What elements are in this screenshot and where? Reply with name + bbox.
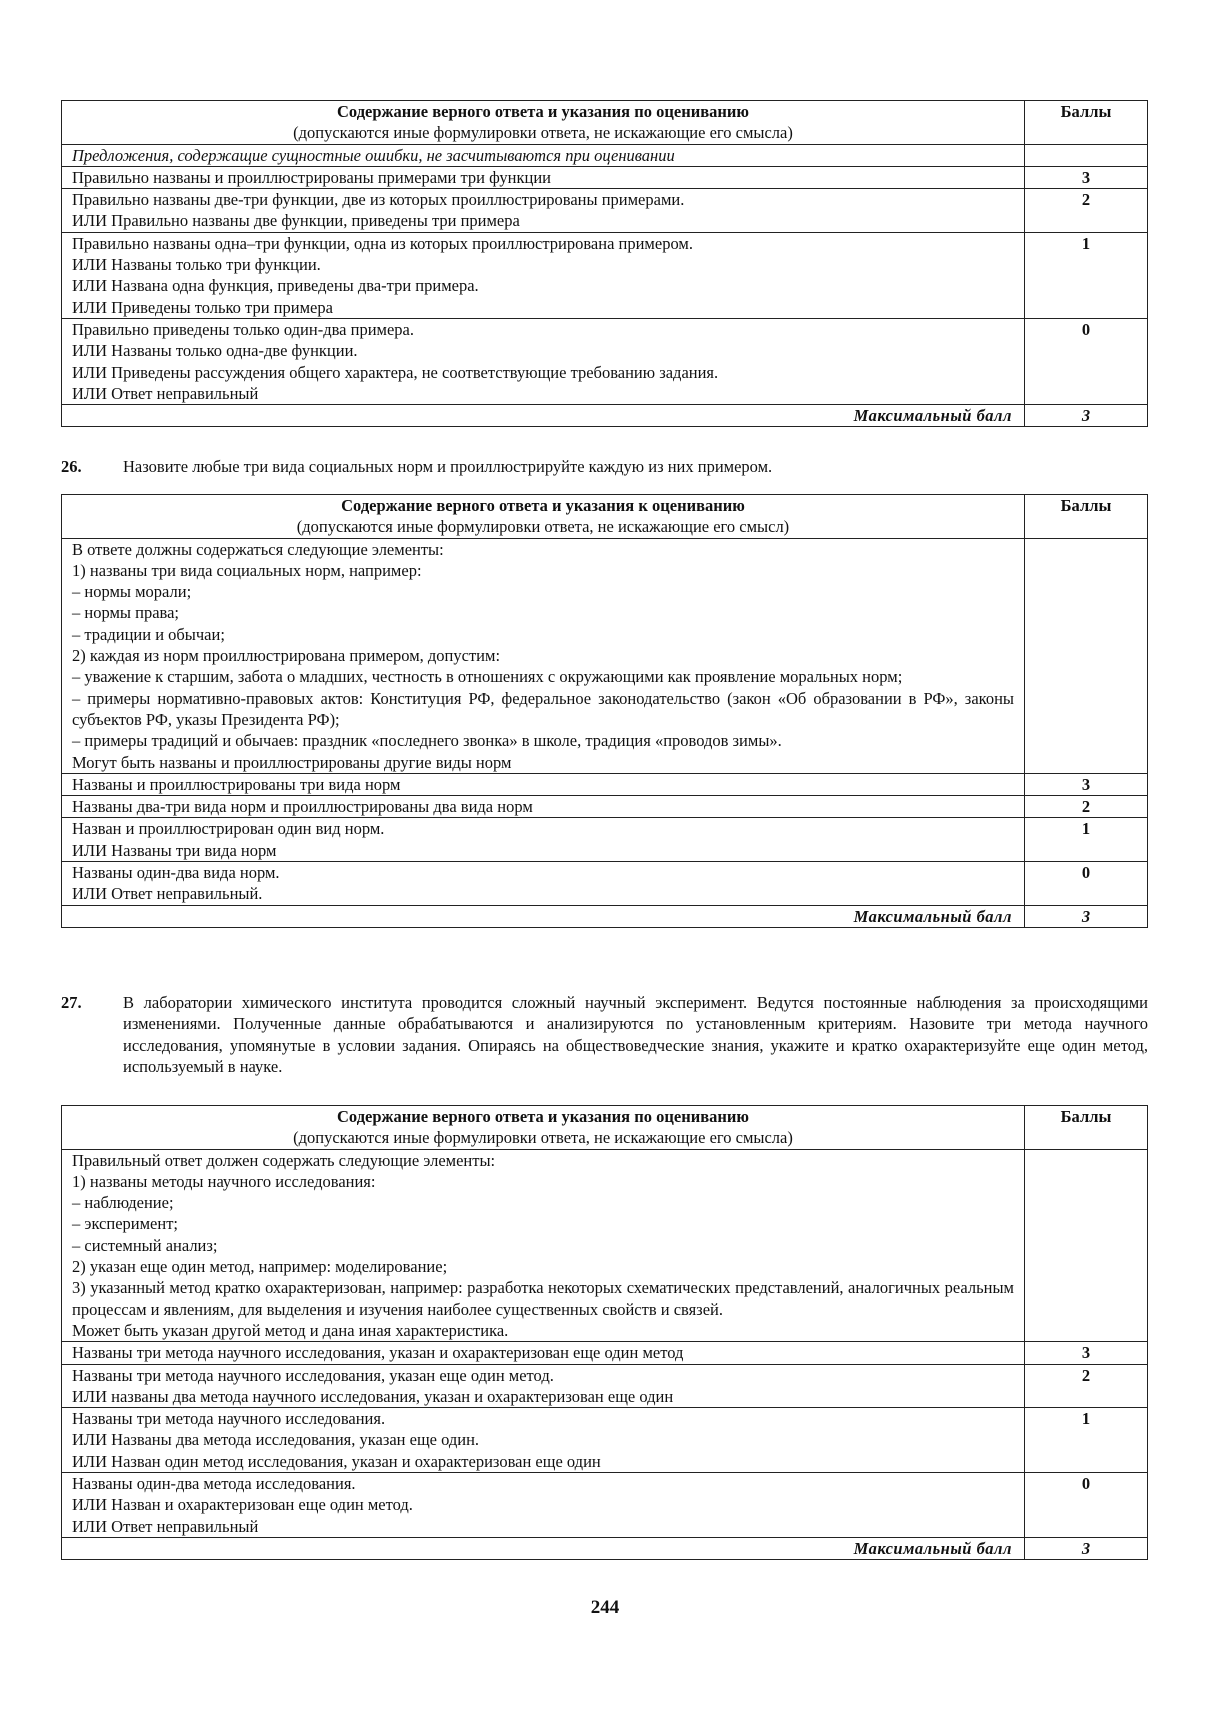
table-row [62, 796, 1148, 818]
row-score: 2 [1025, 796, 1148, 818]
content-line: – уважение к старшим, забота о младших, честность в отношениях с окружающими как проявление моральных норм; [72, 667, 903, 687]
row-criteria [62, 232, 1025, 318]
table-row [62, 773, 1148, 795]
table-row [62, 862, 1148, 906]
table-row [62, 818, 1148, 862]
content-line: – нормы права; [72, 603, 179, 623]
table-row [62, 232, 1148, 318]
content-line: Могут быть названы и проиллюстрированы другие виды норм [72, 752, 512, 772]
max-score-value: 3 [1025, 405, 1148, 427]
content-line: – эксперимент; [72, 1214, 179, 1234]
page-number: 244 [590, 1597, 620, 1618]
criteria-line: ИЛИ Названы только одна-две функции. [72, 341, 358, 361]
content-line: – нормы морали; [72, 582, 192, 602]
content-line: Правильный ответ должен содержать следующие элементы: [72, 1150, 496, 1170]
header-subtitle: (допускаются иные формулировки ответа, не искажающие его смысл) [296, 517, 790, 537]
max-score-label: Максимальный балл [62, 1537, 1025, 1559]
criteria-line: ИЛИ Ответ неправильный [72, 1516, 259, 1536]
criteria-line: ИЛИ Названы только три функции. [72, 255, 321, 275]
criteria-line: ИЛИ Названы три вида норм [72, 840, 277, 860]
table-row [62, 1473, 1148, 1538]
row-score: 3 [1025, 166, 1148, 188]
criteria-line: Названы один-два вида норм. [72, 863, 280, 883]
row-criteria [62, 1342, 1025, 1364]
criteria-line: ИЛИ Названы два метода исследования, указан еще один. [72, 1430, 480, 1450]
max-score-label: Максимальный балл [62, 405, 1025, 427]
criteria-line: Правильно названы две-три функции, две из которых проиллюстрированы примерами. [72, 190, 685, 210]
criteria-line: ИЛИ Приведены только три примера [72, 297, 333, 317]
header-title: Содержание верного ответа и указания к оцениванию [341, 496, 745, 515]
table-row [62, 318, 1148, 404]
criteria-line: Названы три метода научного исследования, указан и охарактеризован еще один метод [72, 1343, 684, 1363]
task-number: 27. [61, 993, 82, 1012]
table-content-row [62, 538, 1148, 773]
criteria-line: ИЛИ Названа одна функция, приведены два-три примера. [72, 276, 479, 296]
table-max-row [62, 905, 1148, 927]
criteria-line: ИЛИ Правильно названы две функции, приведены три примера [72, 211, 520, 231]
table-row [62, 1342, 1148, 1364]
content-score-empty [1025, 1149, 1148, 1342]
max-score-label: Максимальный балл [62, 905, 1025, 927]
content-line: – примеры традиций и обычаев: праздник «последнего звонка» в школе, традиция «проводов зимы». [72, 731, 782, 751]
row-score: 0 [1025, 862, 1148, 906]
criteria-line: Правильно названы и проиллюстрированы примерами три функции [72, 167, 551, 187]
header-title: Содержание верного ответа и указания по оцениванию [337, 1107, 749, 1126]
answer-content [62, 1149, 1025, 1342]
header-score-label: Баллы [1025, 1106, 1148, 1150]
content-line: – наблюдение; [72, 1193, 174, 1213]
max-score-value: 3 [1025, 905, 1148, 927]
content-line: 2) каждая из норм проиллюстрирована примером, допустим: [72, 646, 501, 666]
row-score: 3 [1025, 1342, 1148, 1364]
criteria-line: Названы три метода научного исследования. [72, 1409, 386, 1429]
task-number: 26. [61, 457, 82, 476]
table-row [62, 1364, 1148, 1408]
row-score: 2 [1025, 1364, 1148, 1408]
criteria-line: ИЛИ Назван один метод исследования, указан и охарактеризован еще один [72, 1451, 601, 1471]
header-title: Содержание верного ответа и указания по оцениванию [337, 102, 749, 121]
table-max-row [62, 405, 1148, 427]
row-score: 3 [1025, 773, 1148, 795]
header-score-label: Баллы [1025, 101, 1148, 145]
table-header-content [62, 101, 1025, 145]
table-row [62, 1408, 1148, 1473]
note-score-empty [1025, 144, 1148, 166]
criteria-line: Правильно названы одна–три функции, одна из которых проиллюстрирована примером. [72, 233, 693, 253]
row-criteria [62, 773, 1025, 795]
row-criteria [62, 1473, 1025, 1538]
row-criteria [62, 166, 1025, 188]
task-text: В лаборатории химического института проводится сложный научный эксперимент. Ведутся постоянные наблюдения за происходящими изменениями. Полученные данные обрабатываются и анализируются по установленным критериям. Назовите три метода научного исследования, упомянутые в условии задания. Опираясь на обществоведческие знания, укажите и кратко охарактеризуйте еще один метод, используемый в науке. [123, 993, 1148, 1076]
scoring-table-25 [61, 100, 1148, 427]
header-subtitle: (допускаются иные формулировки ответа, не искажающие его смысла) [293, 1128, 793, 1148]
row-criteria [62, 189, 1025, 233]
row-score: 1 [1025, 818, 1148, 862]
criteria-line: ИЛИ Ответ неправильный [72, 383, 259, 403]
note-text: Предложения, содержащие сущностные ошибки, не засчитываются при оценивании [62, 144, 1025, 166]
content-line: – системный анализ; [72, 1235, 218, 1255]
row-score: 0 [1025, 318, 1148, 404]
content-line: Может быть указан другой метод и дана иная характеристика. [72, 1320, 509, 1340]
table-row [62, 166, 1148, 188]
content-line: 1) названы методы научного исследования: [72, 1171, 376, 1191]
max-score-value: 3 [1025, 1537, 1148, 1559]
header-score-label: Баллы [1025, 495, 1148, 539]
content-line: В ответе должны содержаться следующие элементы: [72, 539, 444, 559]
row-criteria [62, 1408, 1025, 1473]
table-header-content [62, 495, 1025, 539]
row-score: 2 [1025, 189, 1148, 233]
table-header-row [62, 101, 1148, 145]
criteria-line: ИЛИ Назван и охарактеризован еще один метод. [72, 1495, 413, 1515]
content-line: – традиции и обычаи; [72, 624, 225, 644]
row-criteria [62, 818, 1025, 862]
task-27 [61, 992, 1148, 1077]
row-score: 1 [1025, 232, 1148, 318]
criteria-line: Названы два-три вида норм и проиллюстрированы два вида норм [72, 797, 533, 817]
table-header-row [62, 1106, 1148, 1150]
criteria-line: Правильно приведены только один-два примера. [72, 319, 414, 339]
task-text: Назовите любые три вида социальных норм и проиллюстрируйте каждую из них примером. [123, 457, 773, 476]
table-note-row [62, 144, 1148, 166]
content-line: 1) названы три вида социальных норм, например: [72, 560, 422, 580]
task-26 [61, 456, 1148, 477]
row-criteria [62, 318, 1025, 404]
criteria-line: Назван и проиллюстрирован один вид норм. [72, 819, 385, 839]
criteria-line: Названы один-два метода исследования. [72, 1474, 356, 1494]
row-criteria [62, 862, 1025, 906]
scoring-table-26 [61, 494, 1148, 928]
content-line: 2) указан еще один метод, например: моделирование; [72, 1257, 448, 1277]
row-criteria [62, 796, 1025, 818]
row-criteria [62, 1364, 1025, 1408]
table-header-content [62, 1106, 1025, 1150]
content-score-empty [1025, 538, 1148, 773]
criteria-line: Названы три метода научного исследования, указан еще один метод. [72, 1365, 554, 1385]
row-score: 1 [1025, 1408, 1148, 1473]
criteria-line: ИЛИ Приведены рассуждения общего характера, не соответствующие требованию задания. [72, 362, 719, 382]
content-line: – примеры нормативно-правовых актов: Конституция РФ, федеральное законодательство (закон «Об образовании в РФ», законы субъектов РФ, указы Президента РФ); [72, 688, 1014, 729]
table-row [62, 189, 1148, 233]
answer-content [62, 538, 1025, 773]
table-max-row [62, 1537, 1148, 1559]
header-subtitle: (допускаются иные формулировки ответа, не искажающие его смысла) [293, 123, 793, 143]
criteria-line: Названы и проиллюстрированы три вида норм [72, 774, 401, 794]
table-content-row [62, 1149, 1148, 1342]
content-line: 3) указанный метод кратко охарактеризован, например: разработка некоторых схематических представлений, аналогичных реальным процессам и явлениям, для выделения и изучения наиболее существенных свойств и связей. [72, 1278, 1014, 1319]
criteria-line: ИЛИ названы два метода научного исследования, указан и охарактеризован еще один [72, 1386, 674, 1406]
scoring-table-27 [61, 1105, 1148, 1560]
table-header-row [62, 495, 1148, 539]
row-score: 0 [1025, 1473, 1148, 1538]
criteria-line: ИЛИ Ответ неправильный. [72, 884, 263, 904]
